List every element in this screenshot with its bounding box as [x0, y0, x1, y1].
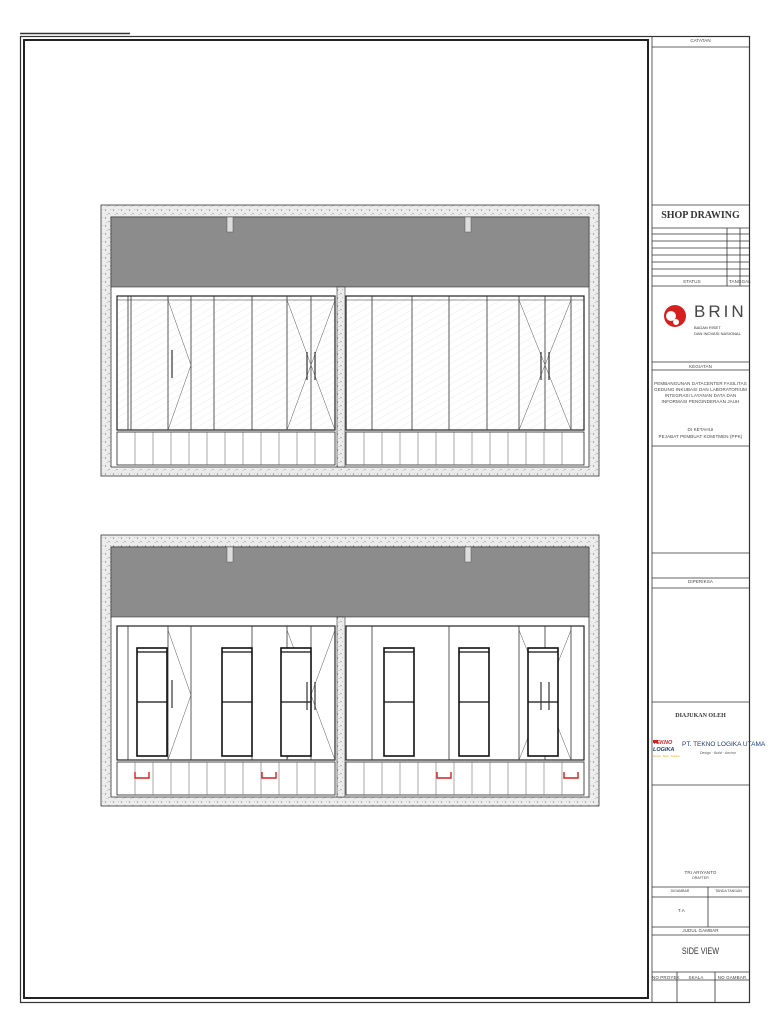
person-name: TRI ARIYANTO	[684, 870, 717, 875]
diperiksa-label: DIPERIKSA	[688, 579, 713, 584]
shop-drawing-title: SHOP DRAWING	[661, 210, 740, 221]
elevation-1	[101, 205, 599, 476]
no-gambar-label: NO GAMBAR	[717, 975, 747, 980]
brin-line-1: BADAN RISET	[694, 325, 721, 330]
kegiatan-line-1: PEMBANGUNAN DATACENTER FASILITAS	[654, 381, 747, 386]
tanda-tangan-label: TANDA TANGAN	[715, 889, 742, 893]
no-proyek-label: NO PROYEK	[652, 975, 680, 980]
catatan-label: CATATAN	[690, 38, 711, 43]
digambar-value: T.A	[678, 908, 685, 913]
drawing-title: SIDE VIEW	[681, 946, 720, 956]
judul-gambar-label: JUDUL GAMBAR	[682, 928, 719, 933]
status-label: STATUS	[683, 279, 701, 284]
kegiatan-line-3: INTEGRASI LAYANAN DATA DAN	[664, 393, 737, 398]
skala-label: SKALA	[688, 975, 704, 980]
digambar-label: DIGAMBAR	[670, 889, 690, 893]
company-tagline: Design · Build · Anchor	[700, 751, 736, 755]
brin-line-2: DAN INOVASI NASIONAL	[694, 331, 741, 336]
brin-wordmark: BRIN	[694, 302, 747, 321]
elevation-2	[101, 535, 599, 806]
tanggal-label: TANGGAL	[729, 279, 751, 284]
diajukan-oleh-label: DIAJUKAN OLEH	[675, 713, 726, 719]
company-name: PT. TEKNO LOGIKA UTAMA	[682, 741, 766, 748]
ppk-label: PEJABAT PEMBUAT KOMITMEN (PPK)	[658, 434, 743, 439]
logika-logo-bottom: LOGIKA	[653, 747, 675, 753]
title-block-frame	[652, 36, 749, 1002]
kegiatan-line-4: INFORMASI PENGINDERAAN JAUH	[661, 399, 740, 404]
kegiatan-label: KEGIATAN	[689, 364, 712, 369]
logo-tagline: Design · Build · Solution	[653, 755, 680, 758]
brin-logo-mark	[664, 305, 686, 327]
tekno-logo-top: TEKNO	[653, 740, 673, 746]
kegiatan-line-2: GEDUNG INKUBASI DAN LABORATORIUM	[654, 387, 747, 392]
diketahui-label: DI KETAHUI	[687, 427, 714, 432]
person-role: DRAFTER	[692, 876, 709, 880]
sheet-border	[20, 34, 750, 1003]
